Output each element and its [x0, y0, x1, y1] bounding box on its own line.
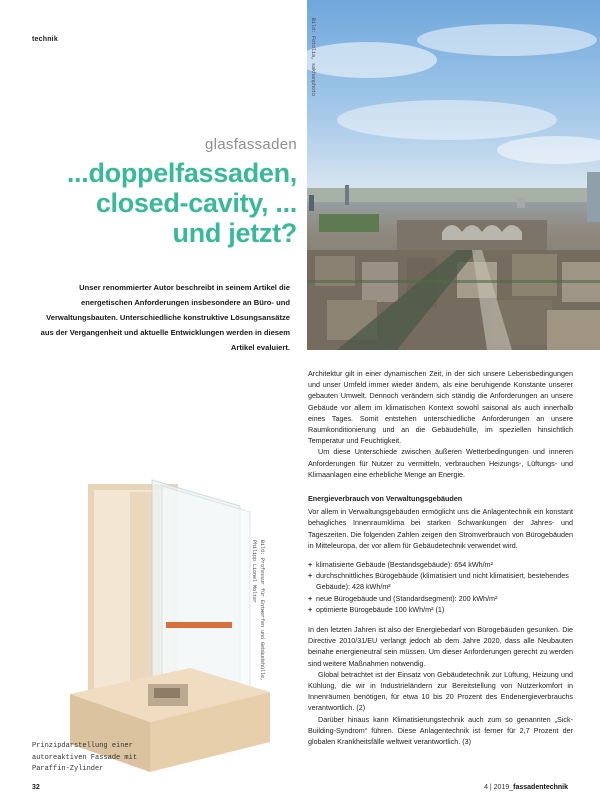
article-lead: Unser renommierter Autor beschreibt in seinem Artikel die energetischen Anforderungen insbesondere an Büro- und Verwaltungsbauten. Unterschiedliche konstruktive Lösungsansätze aus der Vergangenheit und aktuelle Entwicklungen werden in diesem Artikel evaluiert.: [40, 283, 290, 352]
body-paragraph: Architektur gilt in einer dynamischen Zeit, in der sich unsere Lebensbedingungen und unser Umfeld immer wieder ändern, als eine beruhigende Konstante unserer gebauten Umwelt. Dennoch verändern sich ständig die Anforderungen an unsere Gebäude vor allem im klimatischen Kontext sowohl saisonal als auch innerhalb eines Tages. Somit entstehen unterschiedliche Anforderungen an unsere Raumkonditionierung und an die Gebäudehülle, im speziellen hinsichtlich Temperatur und Feuchtigkeit.: [308, 369, 573, 446]
list-item: + klimatisierte Gebäude (Bestandsgebäude): 654 kWh/m²: [308, 559, 573, 570]
consumption-list: [308, 559, 573, 615]
section-heading: Energieverbrauch von Verwaltungsgebäuden: [308, 494, 463, 504]
article-kicker: glasfassaden: [205, 136, 297, 153]
hero-city-photo: [307, 0, 600, 350]
page-number: 32: [32, 784, 40, 791]
magazine-footer: [484, 784, 568, 791]
magazine-name: fassadentechnik: [513, 784, 568, 791]
title-line: closed-cavity, ...: [95, 188, 297, 218]
article-title: [0, 158, 297, 248]
body-paragraph: Darüber hinaus kann Klimatisierungstechnik auch zum so genannten „Sick-Building-Syndrom“ führen. Diese Anlagentechnik ist ferner für 2,7 Prozent der globalen Krankheitsfälle weltweit verantwortlich. (3): [308, 714, 573, 747]
article-body: [308, 368, 573, 747]
model-photo-credit: Bild: Professur für Entwerfen und Gebäudehülle, Philipp Lionel Molter: [251, 540, 265, 682]
body-paragraph: Global betrachtet ist der Einsatz von Gebäudetechnik zur Lüftung, Heizung und Kühlung, die wir in Industrieländern zur Bereitstellung von Nutzerkomfort in Innenräumen benötigen, für etwa 10 bis 20 Prozent des Endenergieverbrauchs verantwortlich. (2): [308, 669, 573, 713]
photo-caption: Prinzipdarstellung einer autoreaktiven Fassade mit Paraffin-Zylinder: [32, 742, 138, 773]
hero-photo-credit: Bild: Fotolia, sakhanphoto: [310, 18, 316, 97]
title-line: und jetzt?: [172, 218, 297, 248]
title-line: ...doppelfassaden,: [66, 158, 297, 188]
body-paragraph: Vor allem in Verwaltungsgebäuden ermöglicht uns die Anlagentechnik ein konstant behagliches Innenraumklima bei starken Schwankungen der Jahres- und Tageszeiten. Die folgenden Zahlen zeigen den Stromverbrauch von Bürogebäuden in Mitteleuropa, der vor allem für Gebäudetechnik verwendet wird.: [308, 507, 573, 550]
list-item: + neue Bürogebäude und (Standardsegment): 200 kWh/m²: [308, 593, 573, 604]
list-item: + optimierte Bürogebäude 100 kWh/m² (1): [308, 604, 573, 615]
section-label: technik: [32, 36, 58, 43]
body-paragraph: Um diese Unterschiede zwischen äußeren Wetterbedingungen und inneren Anforderungen für Nutzer zu vermitteln, verbrauchen Heizungs-, Lüftungs- und Klimaanlagen eine erhebliche Menge an Energie.: [308, 447, 573, 479]
issue-label: 4 | 2019_: [484, 784, 514, 791]
body-paragraph: In den letzten Jahren ist also der Energiebedarf von Bürogebäuden gesunken. Die Directive 2010/31/EU verlangt jedoch ab dem Jahre 2020, dass alle Neubauten beinahe energieneutral sein müssen. Um dieser Anforderungen gerecht zu werden sind weitere Maßnahmen notwendig.: [308, 625, 573, 668]
list-item: + durchschnittliches Bürogebäude (klimatisiert und nicht klimatisiert, bestehendes Gebäude): 428 kWh/m²: [308, 570, 573, 592]
